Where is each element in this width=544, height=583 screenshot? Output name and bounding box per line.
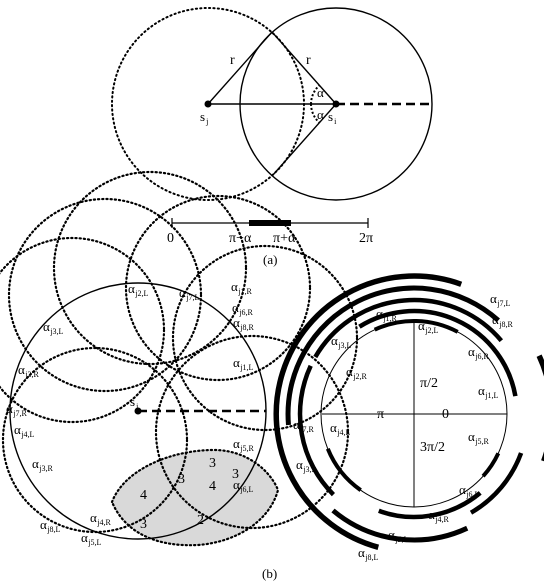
axis-label-top: π/2 [420,376,438,391]
node-si-label: $s_i$ [328,109,337,126]
panel-b-left [0,172,357,547]
arc-interval [539,356,544,414]
radius-label-left: r [230,53,235,68]
alpha-label: $\alpha_{j7,L}$ [179,285,200,302]
alpha-label: $\alpha_{j5,L}$ [81,530,102,547]
scale-label-end: 2π [359,231,374,246]
alpha-label: $\alpha_{j3,L}$ [331,333,352,350]
alpha-label: $\alpha_{j3,R}$ [32,456,53,473]
caption-b: (b) [262,566,278,581]
alpha-label: $\alpha_{j6,L}$ [459,482,480,499]
shaded-region [112,450,278,545]
alpha-label: $\alpha_{j1,R}$ [376,306,397,323]
node-si-b-label: $s_i$ [130,394,139,411]
alpha-label: $\alpha_{j5,R}$ [233,436,254,453]
alpha-label: $\alpha_{j2,L}$ [128,281,149,298]
alpha-label: $\alpha_{j8,R}$ [492,312,513,329]
alpha-label-top: α [317,85,324,100]
alpha-label: $\alpha_{j2,L}$ [418,318,439,335]
alpha-label: $\alpha_{j3,L}$ [43,319,64,336]
alpha-label: $\alpha_{j2,R}$ [346,364,367,381]
node-si [333,101,340,108]
scale-label-low: π−α [229,231,252,246]
alpha-label: $\alpha_{j5,L}$ [388,527,409,544]
region-count: 3 [140,517,147,532]
alpha-label: $\alpha_{j1,R}$ [231,279,252,296]
alpha-label: $\alpha_{j3,R}$ [296,457,317,474]
region-count: 4 [140,488,147,503]
alpha-label: $\alpha_{j2,R}$ [18,362,39,379]
region-count: 3 [232,467,239,482]
region-count: 4 [209,479,216,494]
alpha-label: $\alpha_{j1,L}$ [478,383,499,400]
alpha-label: $\alpha_{j5,R}$ [468,429,489,446]
region-count: 2 [197,513,204,528]
caption-a: (a) [263,252,278,267]
region-count: 3 [178,472,185,487]
node-sj [205,101,212,108]
alpha-label: $\alpha_{j6,L}$ [233,477,254,494]
axis-label-right: 0 [442,407,449,422]
alpha-label: $\alpha_{j1,L}$ [233,355,254,372]
alpha-label: $\alpha_{j4,R}$ [428,507,449,524]
axis-label-bottom: 3π/2 [420,440,445,455]
arc-interval [483,453,498,476]
arc-interval [288,288,498,425]
alpha-label: $\alpha_{j8,L}$ [358,545,379,562]
alpha-label: $\alpha_{j7,R}$ [6,401,27,418]
scale-label-start: 0 [167,231,174,246]
alpha-label: $\alpha_{j4,L}$ [330,420,351,437]
radius-right-bottom [272,104,336,176]
alpha-label-bottom: α [317,107,324,122]
node-sj-label: $s_j$ [200,109,209,126]
alpha-label: $\alpha_{j7,L}$ [490,291,511,308]
panel-b-right [276,276,544,562]
alpha-label: $\alpha_{j8,L}$ [40,517,61,534]
radius-label-right: r [306,53,311,68]
alpha-label: $\alpha_{j6,R}$ [232,300,253,317]
neighbor-circle [0,238,164,422]
alpha-label: $\alpha_{j7,R}$ [293,417,314,434]
axis-label-left: π [377,407,385,422]
alpha-label: $\alpha_{j4,L}$ [14,422,35,439]
arc-interval [471,453,521,513]
region-count: 3 [209,456,216,471]
alpha-label: $\alpha_{j4,R}$ [90,510,111,527]
alpha-label: $\alpha_{j6,R}$ [468,344,489,361]
scale-label-high: π+α [273,231,296,246]
panel-a [112,8,432,267]
alpha-label: $\alpha_{j8,R}$ [233,315,254,332]
